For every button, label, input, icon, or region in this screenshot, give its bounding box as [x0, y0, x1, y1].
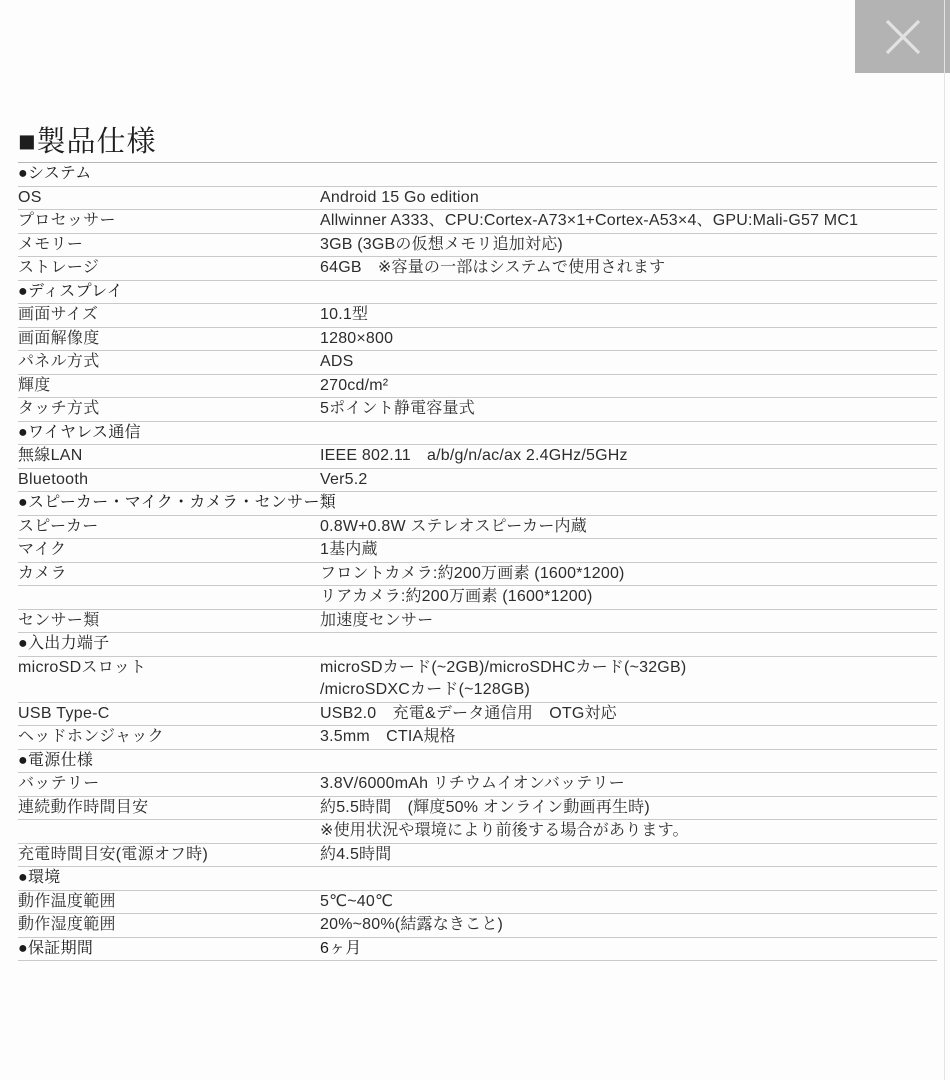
spec-row-label: ヘッドホンジャック [18, 728, 164, 745]
spec-row-label: メモリー [18, 235, 84, 253]
spec-row [18, 328, 937, 352]
spec-row-label: 連続動作時間目安 [18, 798, 149, 816]
spec-row [18, 257, 937, 281]
spec-section-header [18, 867, 937, 891]
spec-row-value: USB2.0 充電&データ通信用 OTG対応 [320, 704, 617, 722]
spec-row [18, 797, 937, 821]
spec-row-label: 画面サイズ [18, 306, 99, 323]
spec-row-value: ADS [320, 353, 354, 370]
spec-section-header [18, 938, 937, 962]
spec-row-value: 270cd/m² [320, 376, 389, 394]
spec-row [18, 375, 937, 399]
spec-row-value: 3.8V/6000mAh リチウムイオンバッテリー [320, 775, 625, 792]
spec-row [18, 351, 937, 375]
spec-row [18, 726, 937, 750]
spec-row [18, 773, 937, 797]
spec-row-value: 0.8W+0.8W ステレオスピーカー内蔵 [320, 517, 587, 535]
spec-row [18, 610, 937, 634]
spec-row-label: ストレージ [18, 259, 100, 276]
spec-row-value: 加速度センサー [320, 611, 434, 629]
spec-section-header-label: ●保証期間 [18, 939, 94, 957]
spec-row-label: USB Type-C [18, 704, 110, 722]
spec-section-header-label: ●電源仕様 [18, 751, 94, 769]
spec-row-label: microSDスロット [18, 658, 147, 676]
spec-section-header [18, 422, 937, 446]
spec-row-label: パネル方式 [18, 353, 100, 370]
spec-row [18, 445, 937, 469]
spec-content [18, 126, 937, 961]
spec-row-value: 10.1型 [320, 306, 369, 323]
spec-row [18, 398, 937, 422]
spec-row-value: 1基内蔵 [320, 541, 378, 558]
spec-section-header-label: ●スピーカー・マイク・カメラ・センサー類 [18, 494, 337, 511]
spec-row-value: Android 15 Go edition [320, 188, 479, 206]
spec-section-header-label: ●入出力端子 [18, 635, 110, 652]
spec-row [18, 234, 937, 258]
spec-row-value: 3GB (3GBの仮想メモリ追加対応) [320, 235, 563, 253]
page-title: ■製品仕様 [18, 126, 937, 163]
spec-row-label: 輝度 [18, 376, 51, 394]
spec-section-header-label: ●システム [18, 165, 92, 182]
spec-row [18, 914, 937, 938]
spec-section-header-label: ●ディスプレイ [18, 282, 124, 300]
spec-section-header [18, 163, 937, 187]
spec-section-header [18, 633, 937, 657]
spec-row-label: Bluetooth [18, 470, 89, 488]
spec-row-label: 無線LAN [18, 447, 83, 464]
spec-row-value: リアカメラ:約200万画素 (1600*1200) [320, 588, 593, 605]
spec-row [18, 891, 937, 915]
spec-row-label [18, 586, 320, 609]
spec-row-label: カメラ [18, 564, 67, 582]
spec-row-label: センサー類 [18, 611, 100, 629]
spec-row-label: 充電時間目安(電源オフ時) [18, 845, 209, 863]
spec-row-value: 約5.5時間 (輝度50% オンライン動画再生時) [320, 798, 650, 816]
spec-row-label: OS [18, 188, 42, 206]
spec-section-header-label: ●ワイヤレス通信 [18, 423, 141, 441]
spec-row [18, 844, 937, 868]
spec-row-value: 20%~80%(結露なきこと) [320, 916, 504, 933]
spec-row [18, 820, 937, 844]
spec-row [18, 563, 937, 587]
spec-row [18, 187, 937, 211]
spec-row-value: 5ポイント静電容量式 [320, 400, 475, 417]
spec-section-header-label: ●環境 [18, 869, 61, 886]
spec-row-label: スピーカー [18, 517, 99, 535]
spec-row-label: タッチ方式 [18, 400, 100, 417]
spec-section-header [18, 281, 937, 305]
spec-table [18, 163, 937, 961]
page-edge-line [944, 0, 945, 1080]
spec-row-value: Allwinner A333、CPU:Cortex-A73×1+Cortex-A53×4、GPU:Mali-G57 MC1 [320, 212, 859, 229]
spec-row-value: 約4.5時間 [320, 845, 392, 863]
spec-row-label: 動作温度範囲 [18, 892, 116, 910]
spec-section-header [18, 750, 937, 774]
spec-row-label: 画面解像度 [18, 329, 100, 347]
spec-row [18, 657, 937, 703]
spec-section-header-value: 6ヶ月 [320, 939, 362, 957]
close-icon [878, 12, 928, 62]
spec-row-value: フロントカメラ:約200万画素 (1600*1200) [320, 564, 625, 582]
spec-row [18, 304, 937, 328]
spec-row [18, 539, 937, 563]
spec-row [18, 469, 937, 493]
spec-row-value: 64GB ※容量の一部はシステムで使用されます [320, 259, 666, 276]
spec-row-value: ※使用状況や環境により前後する場合があります。 [320, 822, 689, 839]
close-button[interactable] [855, 0, 950, 73]
spec-row-value: 1280×800 [320, 329, 394, 347]
spec-row-value: Ver5.2 [320, 470, 368, 488]
spec-row-value: 5℃~40℃ [320, 892, 394, 910]
spec-row-label: マイク [18, 541, 67, 558]
spec-row-label: 動作湿度範囲 [18, 916, 116, 933]
spec-row-label: バッテリー [18, 775, 100, 792]
spec-row-label: プロセッサー [18, 212, 116, 229]
spec-section-header [18, 492, 937, 516]
spec-row [18, 516, 937, 540]
spec-row-value: microSDカード(~2GB)/microSDHCカード(~32GB) /microSDXCカード(~128GB) [320, 658, 687, 698]
spec-row [18, 703, 937, 727]
spec-row-value: IEEE 802.11 a/b/g/n/ac/ax 2.4GHz/5GHz [320, 447, 628, 464]
spec-row-label [18, 820, 320, 843]
spec-row [18, 586, 937, 610]
spec-row [18, 210, 937, 234]
spec-row-value: 3.5mm CTIA規格 [320, 728, 456, 745]
